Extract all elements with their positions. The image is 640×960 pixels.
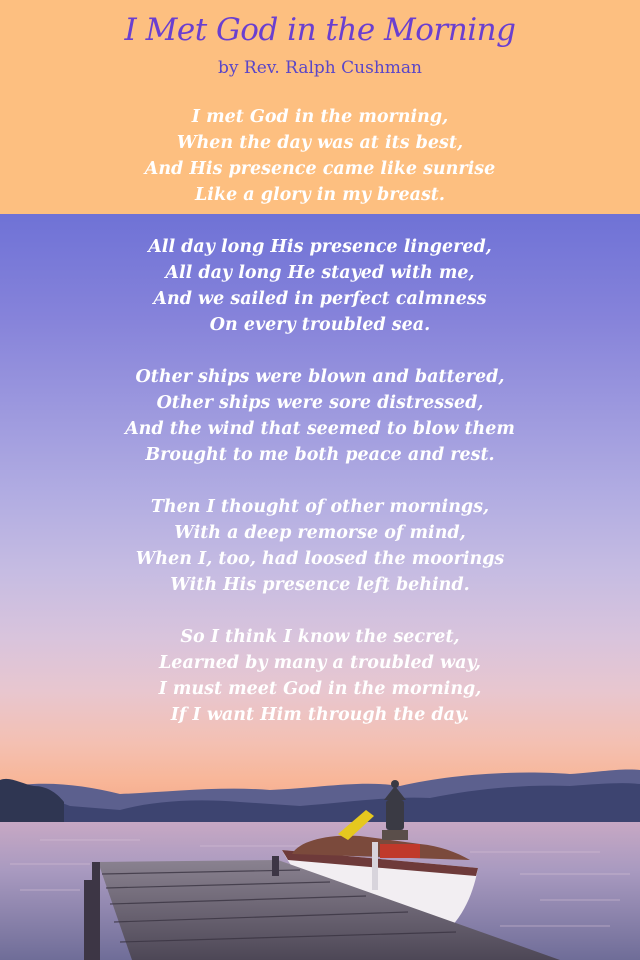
lake-dock-scene xyxy=(0,740,640,960)
poem-line: So I think I know the secret, xyxy=(180,627,460,647)
poem-line: On every troubled sea. xyxy=(209,315,431,335)
poem-line: When I, too, had loosed the moorings xyxy=(135,549,505,569)
poem-line: When the day was at its best, xyxy=(176,133,464,153)
poem-line: I must meet God in the morning, xyxy=(158,679,482,699)
poem-line: If I want Him through the day. xyxy=(170,705,470,725)
author-byline: by Rev. Ralph Cushman xyxy=(218,58,422,78)
poem-line: Then I thought of other mornings, xyxy=(150,497,490,517)
stanza-3 xyxy=(0,364,640,468)
poem-line: All day long His presence lingered, xyxy=(148,237,492,257)
poem-line: With a deep remorse of mind, xyxy=(174,523,466,543)
poem-line: Other ships were sore distressed, xyxy=(156,393,484,413)
stanza-5 xyxy=(0,624,640,728)
poem-body xyxy=(0,104,640,754)
poem-line: Brought to me both peace and rest. xyxy=(145,445,495,465)
stanza-4 xyxy=(0,494,640,598)
poem-line: And we sailed in perfect calmness xyxy=(153,289,487,309)
stanza-1 xyxy=(0,104,640,208)
poem-line: Learned by many a troubled way, xyxy=(159,653,481,673)
poem-line: And the wind that seemed to blow them xyxy=(125,419,515,439)
poem-line: Like a glory in my breast. xyxy=(195,185,445,205)
poem-line: With His presence left behind. xyxy=(170,575,470,595)
poem-line: I met God in the morning, xyxy=(191,107,449,127)
stanza-2 xyxy=(0,234,640,338)
poem-line: All day long He stayed with me, xyxy=(165,263,475,283)
poem-line: Other ships were blown and battered, xyxy=(135,367,505,387)
poem-line: And His presence came like sunrise xyxy=(144,159,496,179)
poem-title: I Met God in the Morning xyxy=(124,12,516,48)
